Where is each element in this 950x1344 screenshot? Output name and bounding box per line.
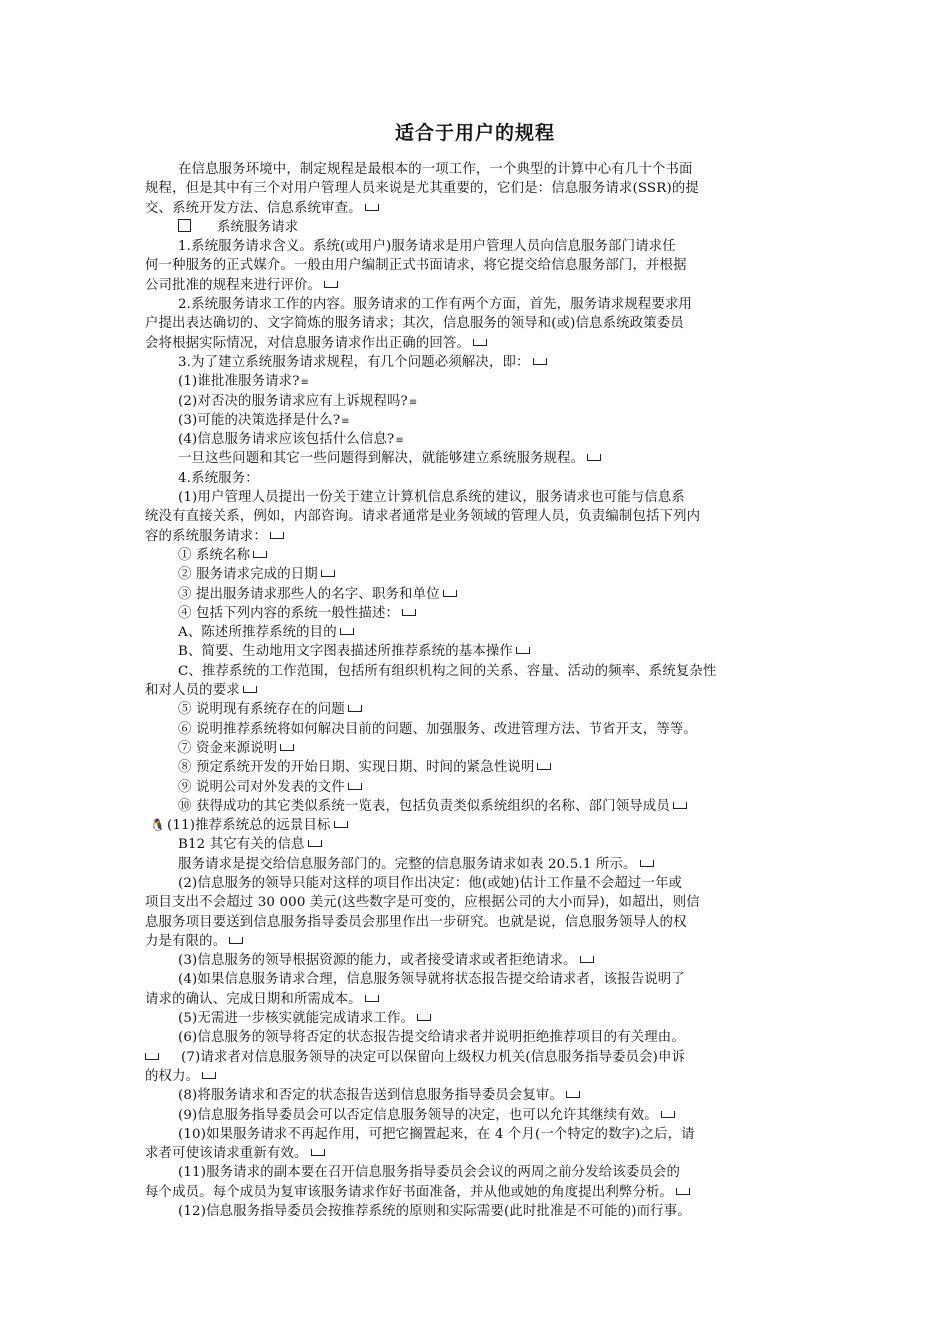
text-line: [145, 1009, 815, 1028]
text-line: [145, 662, 815, 681]
paragraph-mark-icon: [348, 705, 362, 712]
text-line: [145, 816, 815, 835]
text-line: [145, 1163, 815, 1182]
line-text: (11)推荐系统总的远景目标: [167, 818, 331, 834]
line-text: (4)信息服务请求应该包括什么信息?: [178, 432, 395, 448]
line-text: (4)如果信息服务请求合理，信息服务领导就将状态报告提交给请求者，该报告说明了: [178, 972, 685, 988]
text-line: [145, 1106, 815, 1125]
text-line: [145, 1067, 815, 1086]
text-line: [145, 990, 815, 1009]
text-line: [145, 932, 815, 951]
paragraph-mark-icon: [516, 647, 530, 654]
penguin-icon: 🐧: [149, 818, 166, 833]
text-line: [145, 604, 815, 623]
line-text: 每个成员。每个成员为复审该服务请求作好书面准备，并从他或她的角度提出利弊分析。: [145, 1184, 674, 1200]
line-text: 请求的确认、完成日期和所需成本。: [145, 991, 362, 1007]
line-text: ② 服务请求完成的日期: [178, 567, 318, 583]
text-line: [145, 720, 815, 739]
text-line: [145, 160, 815, 179]
line-text: B、简要、生动地用文字图表描述所推荐系统的基本操作: [178, 644, 513, 660]
text-line: [145, 411, 815, 430]
paragraph-mark-icon: [348, 783, 362, 790]
line-text: 何一种服务的正式媒介。一般由用户编制正式书面请求，将它提交给信息服务部门，并根据: [145, 258, 687, 274]
text-line: [145, 256, 815, 275]
line-end-icon: ≡: [341, 415, 350, 427]
text-line: [145, 179, 815, 198]
line-text: 规程，但是其中有三个对用户管理人员来说是尤其重要的，它们是：信息服务请求(SSR)的提: [145, 181, 699, 197]
line-text: ④ 包括下列内容的系统一般性描述：: [178, 605, 400, 621]
line-text: 求者可使该请求重新有效。: [145, 1146, 308, 1162]
text-line: [145, 874, 815, 893]
paragraph-mark-icon: [402, 609, 416, 616]
text-line: [145, 951, 815, 970]
line-text: C、推荐系统的工作范围，包括所有组织机构之间的关系、容量、活动的频率、系统复杂性: [178, 663, 717, 679]
line-text: 1.系统服务请求含义。系统(或用户)服务请求是用户管理人员向信息服务部门请求任: [178, 239, 676, 255]
line-text: 统没有直接关系，例如，内部咨询。请求者通常是业务领域的管理人员，负责编制包括下列内: [145, 509, 701, 525]
text-line: [145, 1028, 815, 1047]
checkbox-icon: [178, 219, 191, 232]
line-text: 和对人员的要求: [145, 683, 240, 699]
text-line: [145, 237, 815, 256]
text-line: [145, 797, 815, 816]
paragraph-mark-icon: [243, 686, 257, 693]
line-text: ① 系统名称: [178, 547, 251, 563]
line-text: (1)谁批准服务请求?: [178, 374, 300, 390]
text-line: [145, 681, 815, 700]
line-text: (7)请求者对信息服务领导的决定可以保留向上级权力机关(信息服务指导委员会)申诉: [181, 1049, 686, 1065]
text-line: [145, 585, 815, 604]
paragraph-mark-icon: [661, 1111, 675, 1118]
paragraph-mark-icon: [537, 763, 551, 770]
line-text: ③ 提出服务请求那些人的名字、职务和单位: [178, 586, 440, 602]
line-text: 交、系统开发方法、信息系统审查。: [145, 200, 362, 216]
line-text: (3)信息服务的领导根据资源的能力，或者接受请求或者拒绝请求。: [178, 953, 577, 969]
text-line: [145, 835, 815, 854]
line-text: (10)如果服务请求不再起作用，可把它搁置起来，在 4 个月(一个特定的数字)之后，请: [178, 1126, 695, 1142]
paragraph-mark-icon: [334, 821, 348, 828]
text-line: [145, 488, 815, 507]
paragraph-mark-icon: [229, 937, 243, 944]
text-line: [145, 353, 815, 372]
text-line: [145, 1144, 815, 1163]
line-text: B12 其它有关的信息: [178, 837, 305, 853]
paragraph-mark-icon: [365, 204, 379, 211]
line-text: (8)将服务请求和否定的状态报告送到信息服务指导委员会复审。: [178, 1088, 564, 1104]
line-text: 4.系统服务：: [178, 470, 259, 486]
line-text: (11)服务请求的副本要在召开信息服务指导委员会会议的两周之前分发给该委员会的: [178, 1165, 681, 1181]
paragraph-mark-icon: [587, 454, 601, 461]
paragraph-mark-icon: [340, 628, 354, 635]
paragraph-mark-icon: [202, 1072, 216, 1079]
line-text: (2)对否决的服务请求应有上诉规程吗?: [178, 393, 408, 409]
text-line: [145, 700, 815, 719]
paragraph-mark-icon: [253, 551, 267, 558]
line-text: (1)用户管理人员提出一份关于建立计算机信息系统的建议，服务请求也可能与信息系: [178, 490, 685, 506]
line-text: A、陈述所推荐系统的目的: [178, 625, 337, 641]
paragraph-mark-icon: [145, 1053, 159, 1060]
line-text: 力是有限的。: [145, 933, 227, 949]
paragraph-mark-icon: [580, 956, 594, 963]
text-line: [145, 276, 815, 295]
document-title: 适合于用户的规程: [394, 122, 555, 144]
line-text: ⑦ 资金来源说明: [178, 740, 278, 756]
paragraph-mark-icon: [443, 590, 457, 597]
text-line: [145, 449, 815, 468]
text-line: [145, 546, 815, 565]
line-end-icon: ≡: [408, 396, 418, 408]
paragraph-mark-icon: [321, 570, 335, 577]
paragraph-mark-icon: [308, 840, 322, 847]
paragraph-mark-icon: [676, 1188, 690, 1195]
line-text: 服务请求是提交给信息服务部门的。完整的信息服务请求如表 20.5.1 所示。: [178, 856, 637, 872]
line-text: 在信息服务环境中，制定规程是最根本的一项工作，一个典型的计算中心有几十个书面: [178, 162, 693, 177]
line-text: ⑨ 说明公司对外发表的文件: [178, 779, 345, 795]
text-line: [145, 430, 815, 449]
line-end-icon: ≡: [395, 435, 404, 447]
paragraph-mark-icon: [673, 802, 687, 809]
text-line: [145, 314, 815, 333]
paragraph-mark-icon: [473, 339, 487, 346]
paragraph-mark-icon: [417, 1014, 431, 1021]
line-text: ⑩ 获得成功的其它类似系统一览表，包括负责类似系统组织的名称、部门领导成员: [178, 798, 670, 814]
text-line: [145, 970, 815, 989]
text-line: [145, 295, 815, 314]
text-line: [145, 565, 815, 584]
line-text: (3)可能的决策选择是什么?: [178, 412, 341, 428]
line-text: ⑥ 说明推荐系统将如何解决目前的问题、加强服务、改进管理方法、节省开支，等等。: [178, 721, 697, 737]
paragraph-mark-icon: [533, 358, 547, 365]
text-line: [145, 758, 815, 777]
text-line: [145, 334, 815, 353]
line-text: ⑤ 说明现有系统存在的问题: [178, 702, 345, 718]
line-text: 项目支出不会超过 30 000 美元(这些数字是可变的，应根据公司的大小而异)，如超出，则信: [145, 895, 700, 911]
line-text: (5)无需进一步核实就能完成请求工作。: [178, 1011, 415, 1027]
text-line: [145, 1086, 815, 1105]
line-text: 容的系统服务请求：: [145, 528, 267, 544]
text-line: [145, 893, 815, 912]
line-text: 一旦这些问题和其它一些问题得到解决，就能够建立系统服务规程。: [178, 451, 585, 467]
line-text: (2)信息服务的领导只能对这样的项目作出决定：他(或她)估计工作量不会超过一年或: [178, 875, 683, 891]
paragraph-mark-icon: [566, 1091, 580, 1098]
text-line: [145, 739, 815, 758]
paragraph-mark-icon: [324, 281, 338, 288]
line-text: 3.为了建立系统服务请求规程，有几个问题必须解决，即：: [178, 354, 530, 370]
text-line: [145, 372, 815, 391]
text-line: [145, 1202, 815, 1221]
paragraph-mark-icon: [365, 995, 379, 1002]
line-end-icon: ≡: [300, 377, 310, 389]
text-line: [145, 392, 815, 411]
text-line: [145, 218, 815, 237]
text-line: [145, 642, 815, 661]
paragraph-mark-icon: [640, 860, 654, 867]
text-line: [145, 855, 815, 874]
text-line: [145, 527, 815, 546]
line-text: 2.系统服务请求工作的内容。服务请求的工作有两个方面，首先，服务请求规程要求用: [178, 297, 693, 313]
line-text: 会将根据实际情况，对信息服务请求作出正确的回答。: [145, 335, 470, 351]
text-line: [145, 913, 815, 932]
text-line: [145, 1125, 815, 1144]
text-line: [145, 623, 815, 642]
line-text: 的权力。: [145, 1068, 200, 1084]
line-text: 公司批准的规程来进行评价。: [145, 277, 322, 293]
paragraph-mark-icon: [270, 532, 284, 539]
paragraph-mark-icon: [311, 1149, 325, 1156]
line-text: 户提出表达确切的、文字简炼的服务请求；其次，信息服务的领导和(或)信息系统政策委员: [145, 316, 684, 332]
document-body: [145, 160, 815, 1221]
text-line: [145, 1048, 815, 1067]
line-text: (9)信息服务指导委员会可以否定信息服务领导的决定，也可以允许其继续有效。: [178, 1107, 658, 1123]
text-line: [145, 778, 815, 797]
text-line: [145, 1183, 815, 1202]
line-text: (12)信息服务指导委员会按推荐系统的原则和实际需要(此时批准是不可能的)而行事。: [178, 1204, 691, 1220]
line-text: (6)信息服务的领导将否定的状态报告提交给请求者并说明拒绝推荐项目的有关理由。: [178, 1030, 685, 1046]
text-line: [145, 199, 815, 218]
line-text: 息服务项目要送到信息服务指导委员会那里作出一步研究。也就是说，信息服务领导人的权: [145, 914, 687, 930]
text-line: [145, 507, 815, 526]
paragraph-mark-icon: [280, 744, 294, 751]
line-text: 系统服务请求: [217, 219, 299, 235]
text-line: [145, 469, 815, 488]
line-text: ⑧ 预定系统开发的开始日期、实现日期、时间的紧急性说明: [178, 760, 535, 776]
